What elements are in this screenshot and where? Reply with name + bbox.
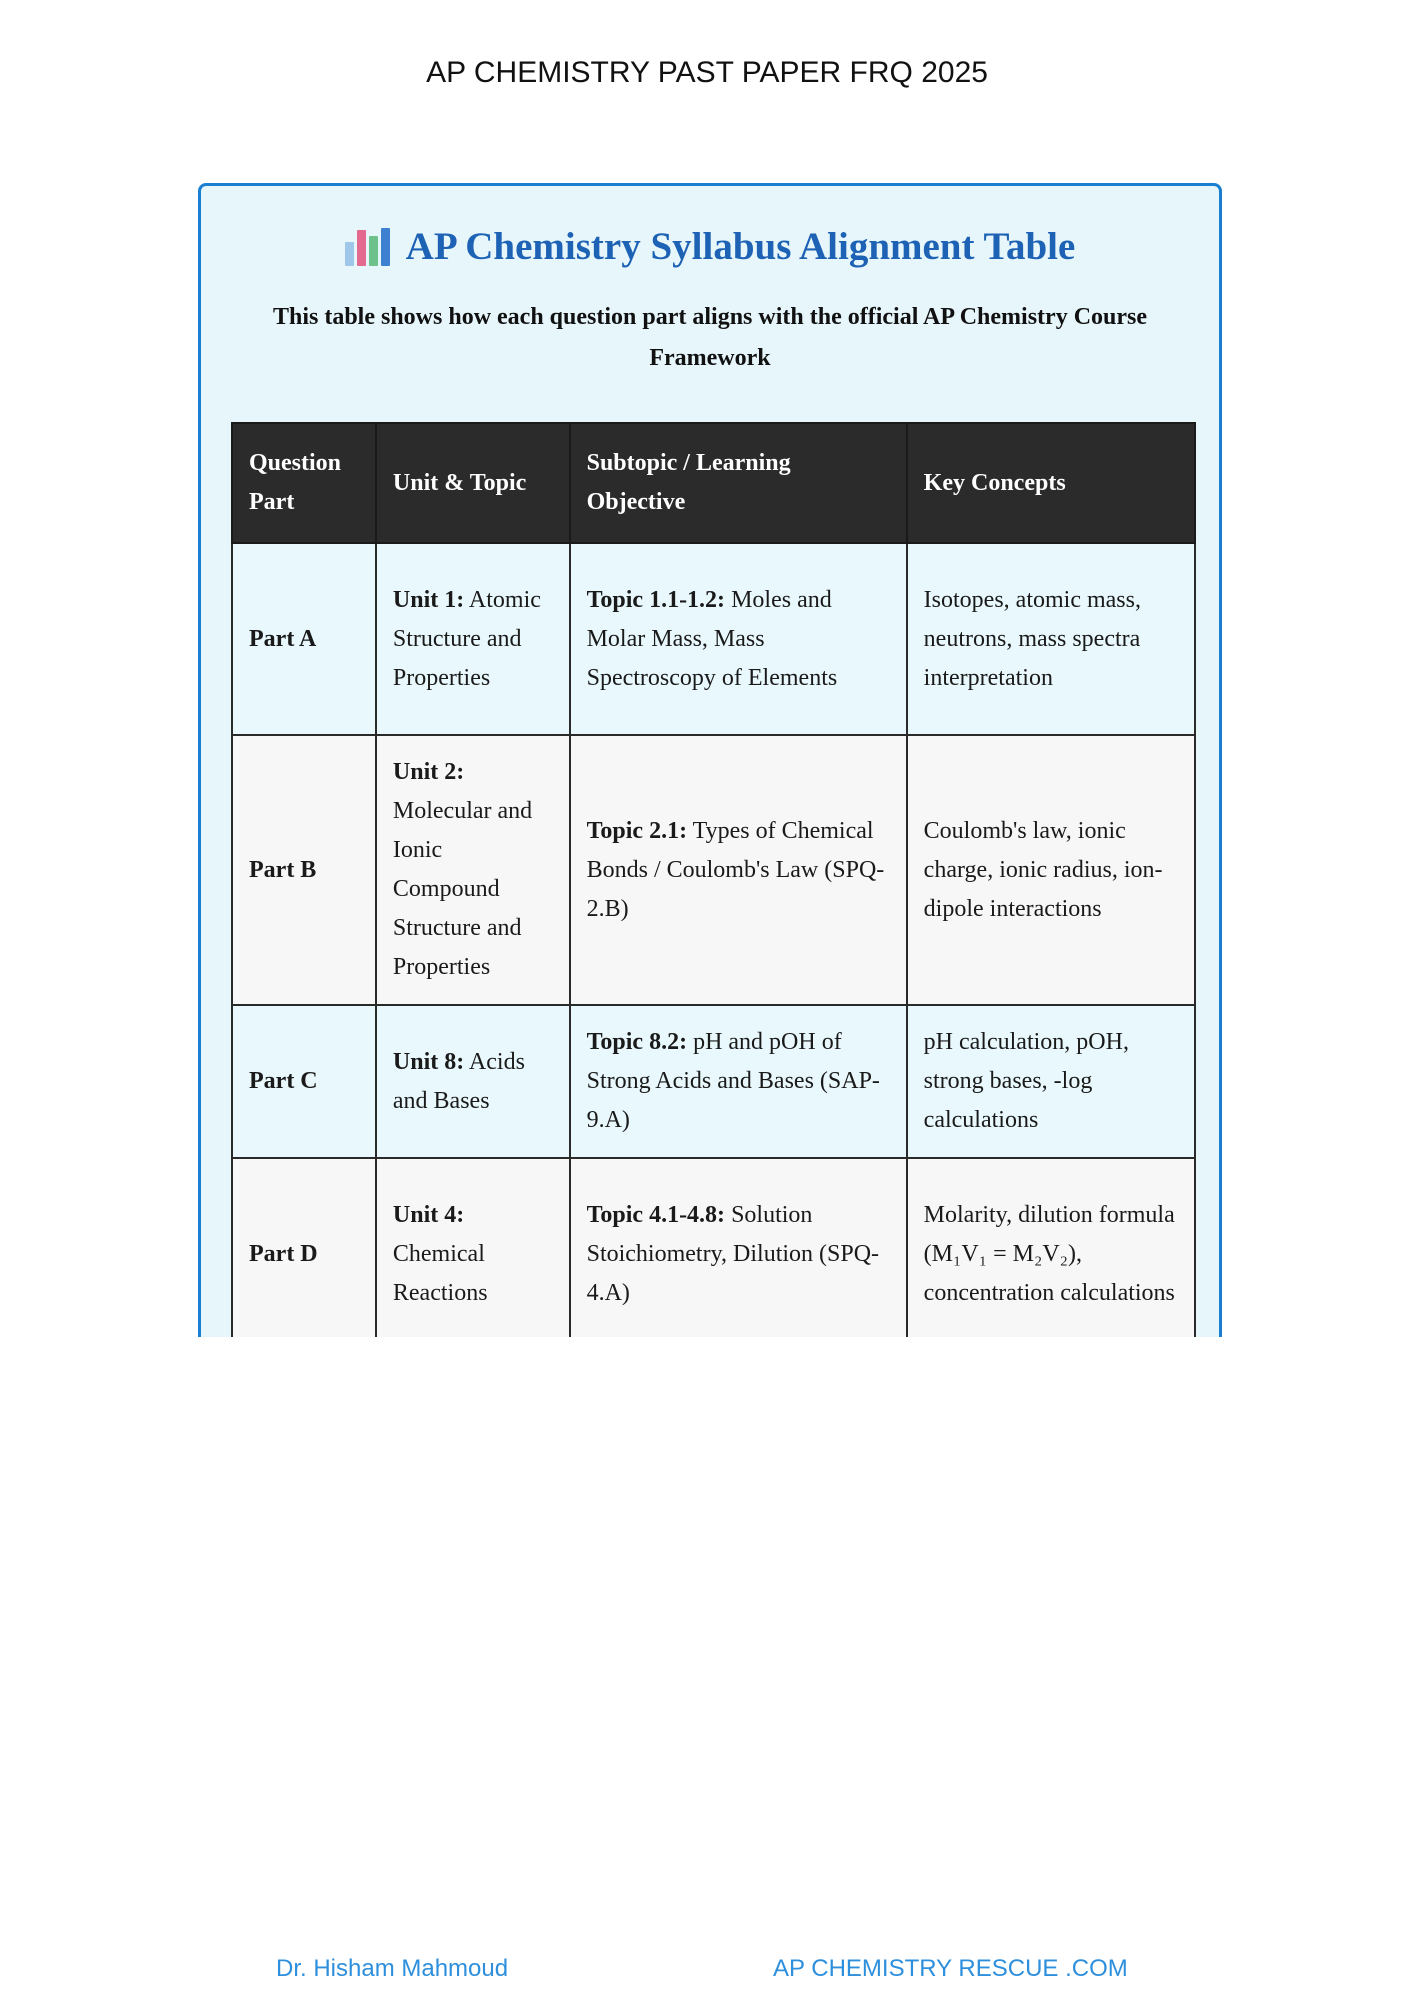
key-concepts-cell: pH calculation, pOH, strong bases, -log calculations <box>907 1005 1195 1158</box>
unit-name: Molecular and Ionic Compound Structure and Properties <box>392 798 533 980</box>
column-header: Question Part <box>232 423 376 543</box>
unit-label: Unit 2: <box>392 759 465 785</box>
table-row <box>232 735 1195 1005</box>
subtopic-cell <box>570 1005 907 1158</box>
table-header-row <box>232 423 1195 543</box>
syllabus-alignment-card <box>198 183 1222 1337</box>
key-concepts-cell: Isotopes, atomic mass, neutrons, mass spectra interpretation <box>907 543 1195 735</box>
question-part-cell: Part B <box>232 735 376 1005</box>
key-concepts-cell: Coulomb's law, ionic charge, ionic radius, ion-dipole interactions <box>907 735 1195 1005</box>
topic-label: Topic 1.1-1.2: <box>586 586 726 613</box>
card-title-text: AP Chemistry Syllabus Alignment Table <box>405 225 1076 268</box>
topic-name: Types of Chemical Bonds / Coulomb's Law (SPQ-2.B) <box>586 817 885 922</box>
question-part-cell: Part C <box>232 1005 376 1158</box>
key-concepts-cell: Molarity, dilution formula (M₁V₁ = M₂V₂), concentration calculations <box>907 1158 1195 1337</box>
unit-label: Unit 1: <box>392 586 465 613</box>
alignment-table <box>231 422 1196 1337</box>
card-title <box>201 224 1219 269</box>
subtopic-cell <box>570 735 907 1005</box>
unit-name: Acids and Bases <box>392 1048 525 1114</box>
table-row <box>232 543 1195 735</box>
question-part-cell: Part D <box>232 1158 376 1337</box>
topic-name: Moles and Molar Mass, Mass Spectroscopy of Elements <box>586 586 838 691</box>
unit-name: Atomic Structure and Properties <box>392 586 541 691</box>
column-header: Key Concepts <box>907 423 1195 543</box>
bar-chart-icon <box>345 228 390 266</box>
card-subtitle: This table shows how each question part aligns with the official AP Chemistry Course Framework <box>272 304 1148 371</box>
unit-label: Unit 4: <box>392 1201 465 1228</box>
unit-topic-cell <box>376 735 570 1005</box>
topic-name: Solution Stoichiometry, Dilution (SPQ-4.A) <box>586 1201 880 1306</box>
subtopic-cell <box>570 1158 907 1337</box>
subtopic-cell <box>570 543 907 735</box>
topic-label: Topic 4.1-4.8: <box>586 1201 726 1228</box>
page-header: AP CHEMISTRY PAST PAPER FRQ 2025 <box>426 56 988 89</box>
topic-label: Topic 8.2: <box>586 1029 688 1055</box>
footer-author: Dr. Hisham Mahmoud <box>276 1955 509 1982</box>
column-header: Unit & Topic <box>376 423 570 543</box>
table-row <box>232 1158 1195 1337</box>
question-part-cell: Part A <box>232 543 376 735</box>
unit-topic-cell <box>376 543 570 735</box>
topic-name: pH and pOH of Strong Acids and Bases (SAP-9.A) <box>586 1029 880 1133</box>
unit-label: Unit 8: <box>392 1048 465 1075</box>
unit-name: Chemical Reactions <box>392 1240 488 1306</box>
column-header: Subtopic / Learning Objective <box>570 423 907 543</box>
unit-topic-cell <box>376 1158 570 1337</box>
topic-label: Topic 2.1: <box>586 817 688 844</box>
table-row <box>232 1005 1195 1158</box>
footer-site: AP CHEMISTRY RESCUE .COM <box>773 1955 1128 1982</box>
unit-topic-cell <box>376 1005 570 1158</box>
